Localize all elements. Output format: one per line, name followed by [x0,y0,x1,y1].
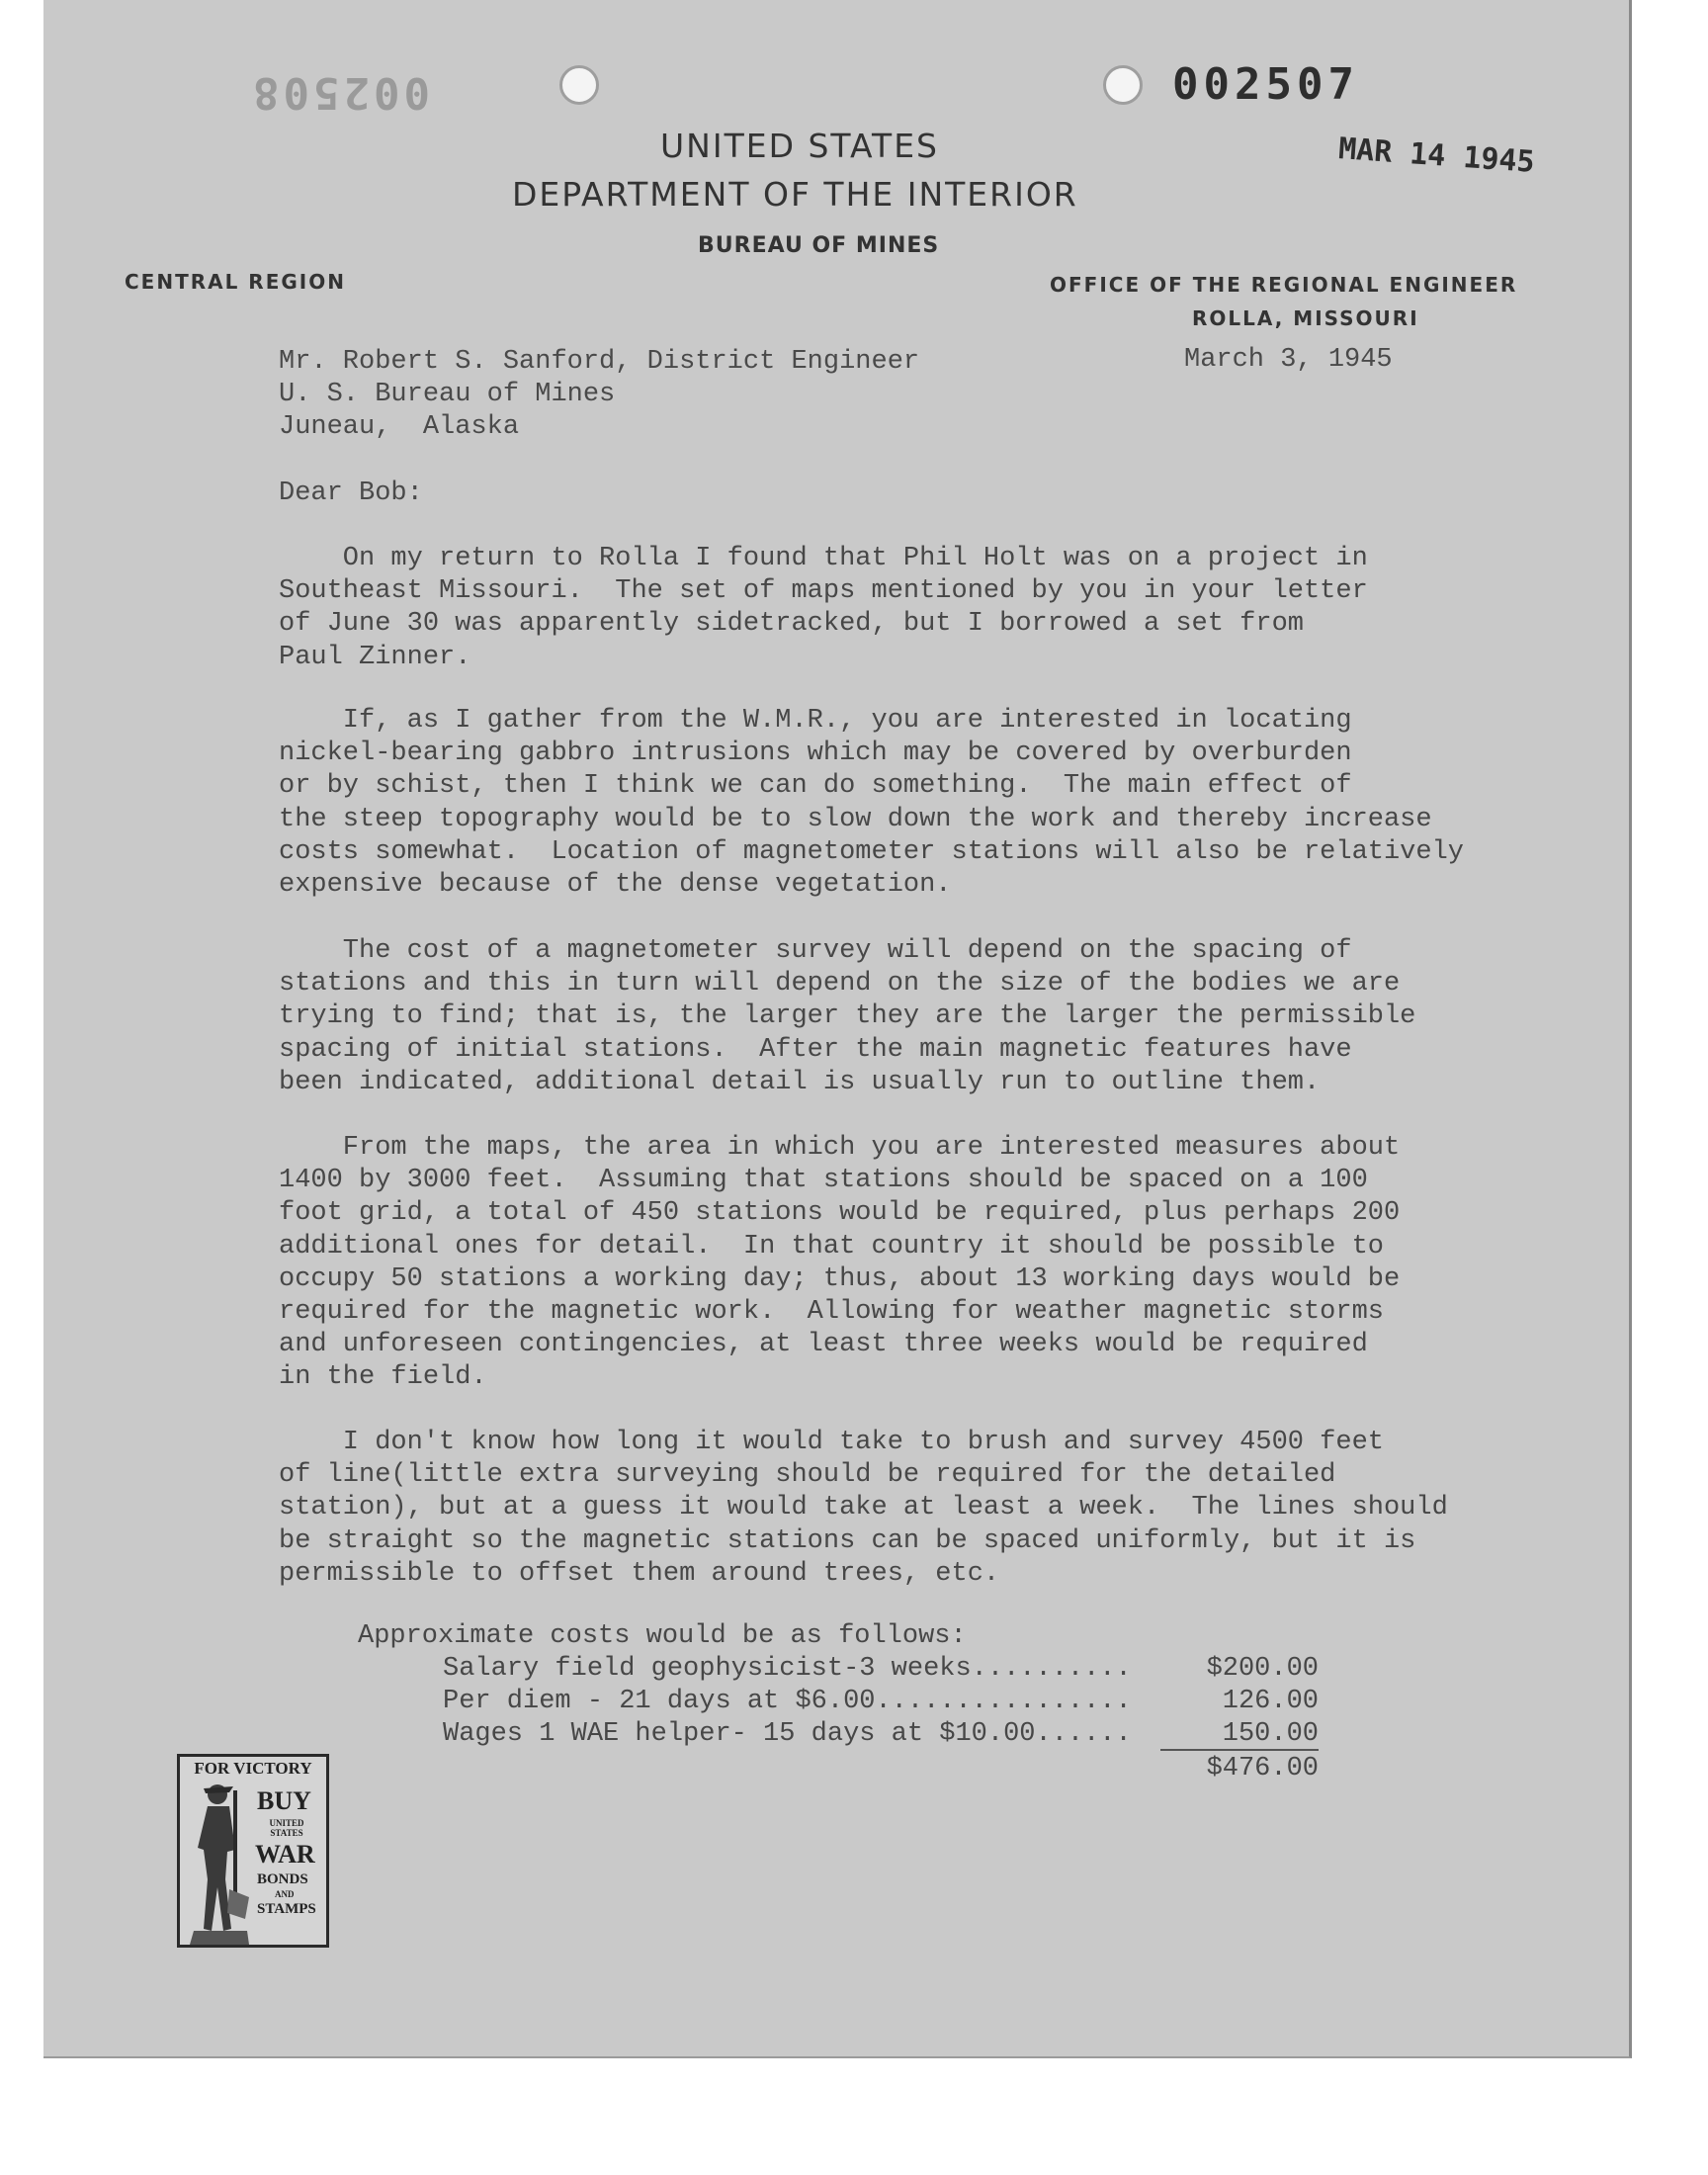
faded-document-number: 002508 [249,67,430,118]
letterhead-bureau: BUREAU OF MINES [698,233,940,258]
poster-stamps: STAMPS [257,1901,316,1917]
letterhead-location: ROLLA, MISSOURI [1192,306,1419,330]
cost-total: $476.00 [1206,1754,1319,1784]
poster-heading: FOR VICTORY [194,1759,312,1778]
cost-item-amount: 126.00 [1222,1687,1319,1716]
letterhead-department: DEPARTMENT OF THE INTERIOR [512,175,1078,214]
document-number: 002507 [1172,59,1359,110]
letterhead-region: CENTRAL REGION [125,270,346,294]
punch-hole-right [1103,65,1143,105]
poster-buy: BUY [257,1786,311,1815]
punch-hole-left [559,65,599,105]
cost-item-amount: 150.00 [1160,1719,1319,1751]
paragraph-1: On my return to Rolla I found that Phil Holt was on a project in Southeast Missouri. The set of maps mentioned by you in your letter of June 30 was apparently sidetracked, but I borrowed a set from Paul Zinner. [279,544,1368,672]
poster-united-states: UNITED STATES [269,1818,304,1838]
paragraph-5: I don't know how long it would take to brush and survey 4500 feet of line(little extra surveying should be required for the detailed station), but at a guess it would take at least a week. The lines should be straight so the magnetic stations can be spaced uniformly, but it is permissible to offset them around trees, etc. [279,1428,1448,1589]
address-line-2: U. S. Bureau of Mines [279,380,616,409]
letterhead-title: UNITED STATES [660,127,939,165]
salutation: Dear Bob: [279,478,423,508]
letterhead-office: OFFICE OF THE REGIONAL ENGINEER [1050,273,1518,297]
paragraph-2: If, as I gather from the W.M.R., you are interested in locating nickel-bearing gabbro intrusions which may be covered by overburden or by schist, then I think we can do something. The main effect of the steep topography would be to slow down the work and thereby increase costs somewhat. Location of magnetometer stations will also be relatively expensive because of the dense vegetation. [279,706,1464,901]
cost-item-label: Wages 1 WAE helper- 15 days at $10.00...... [443,1719,1132,1749]
cost-item-label: Salary field geophysicist-3 weeks.......... [443,1654,1132,1684]
letter-date: March 3, 1945 [1184,345,1393,375]
poster-and: AND [275,1889,295,1899]
paragraph-3: The cost of a magnetometer survey will depend on the spacing of stations and this in turn will depend on the size of the bodies we are trying to find; that is, the larger they are the larger the permissible spacing of initial stations. After the main magnetic features have been indicated, additional detail is usually run to outline them. [279,936,1416,1097]
address-line-3: Juneau, Alaska [279,412,520,442]
war-bonds-stamp [177,1754,329,1948]
minuteman-figure-icon [184,1781,253,1947]
paragraph-4: From the maps, the area in which you are interested measures about 1400 by 3000 feet. Assuming that stations should be spaced on a 100 foot grid, a total of 450 stations would be required, plus perhaps 200 additional ones for detail. In that country it should be possible to occupy 50 stations a working day; thus, about 13 working days would be required for the magnetic work. Allowing for weather magnetic storms and unforeseen contingencies, at least three weeks would be required in the field. [279,1133,1401,1393]
address-line-1: Mr. Robert S. Sanford, District Engineer [279,347,920,377]
poster-war: WAR [255,1840,315,1869]
cost-item-label: Per diem - 21 days at $6.00................ [443,1687,1132,1716]
poster-bonds: BONDS [257,1871,308,1887]
costs-intro: Approximate costs would be as follows: [358,1621,967,1651]
received-date-stamp: MAR 14 1945 [1337,131,1536,180]
letter-page [43,0,1632,2058]
cost-item-amount: $200.00 [1206,1654,1319,1684]
